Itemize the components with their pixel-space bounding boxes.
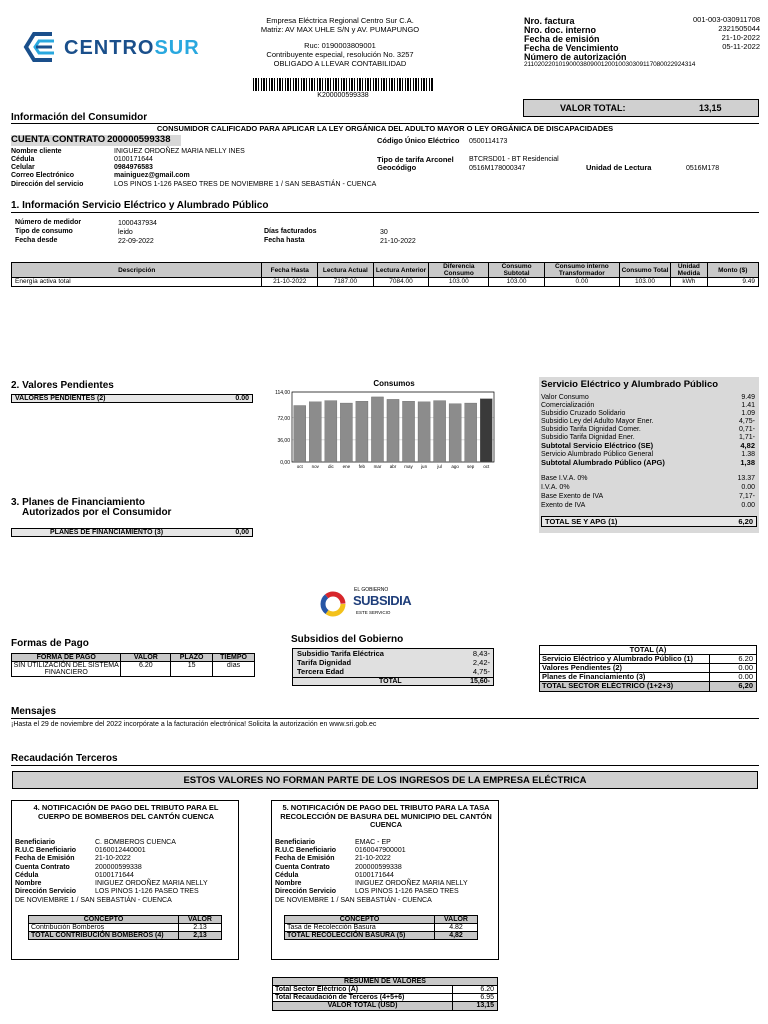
summary-row [541,426,755,434]
basura-item-label: Tasa de Recolección Basura [285,924,435,932]
cell-diferencia: 103.00 [429,278,489,287]
table-row [29,932,222,940]
bomberos-item-value: 2.13 [179,924,222,932]
x-tick-label: ago [451,464,459,469]
mensajes-title: Mensajes [11,706,57,717]
mensajes-text: ¡Hasta el 29 de noviembre del 2022 incorpórate a la facturación electrónica! Solicita la autorización en www.sri.gob.ec [11,721,377,728]
x-tick-label: dic [327,464,334,469]
vencimiento-label: Fecha de Vencimiento [524,43,619,53]
bomberos-field [15,855,237,863]
bomberos-field-label: Nombre [15,879,42,887]
bomberos-field-value: INIGUEZ ORDOÑEZ MARIA NELLY [95,879,208,887]
summary-row-label: Subtotal Servicio Eléctrico (SE) [541,441,654,450]
resumen-valores-box [272,977,498,1011]
correo-value: mainiguez@gmail.com [114,172,190,179]
subsidio-value: 4,75- [472,667,490,676]
total-a-label: Planes de Financiamiento (3) [540,673,710,681]
summary-row-label: Subsidio Tarifa Dignidad Ener. [541,434,635,441]
tipo-consumo-value: leido [118,229,133,236]
basura-h-concepto: CONCEPTO [285,916,435,924]
pendientes-title: 2. Valores Pendientes [11,380,114,391]
nombre-value: INIGUEZ ORDOÑEZ MARIA NELLY INES [114,148,245,155]
nro-doc: 2321505044 [718,24,760,33]
bomberos-field-value: LOS PINOS 1-126 PASEO TRES [95,888,199,896]
th-lectura-actual: Lectura Actual [318,263,374,278]
servicio-title: 1. Información Servicio Eléctrico y Alumbrado Público [11,200,269,211]
celular-value: 0984976583 [114,164,153,171]
gobierno-flag-icon [318,589,348,619]
summary-row-value: 1.38 [741,450,755,458]
cell-plazo: 15 [171,662,213,677]
tarifa-value: BTCRSD01 - BT Residencial [469,156,559,163]
total-a-value: 0.00 [738,663,753,672]
nro-factura: 001-003-030911708 [692,15,760,24]
summary-row-label: Subsidio Tarifa Dignidad Comer. [541,426,641,433]
bomberos-field-value: 21-10-2022 [95,855,131,863]
table-row [12,662,255,677]
bomberos-field [15,864,237,872]
planes-row [11,528,253,537]
summary-row-value: 1.41 [741,402,755,409]
fecha-desde-value: 22-09-2022 [118,238,154,245]
resumen-value: 6.95 [480,994,494,1001]
summary-row-value: 4,82 [740,441,755,450]
x-tick-label: abr [389,464,397,469]
th-plazo: PLAZO [171,654,213,662]
summary-title: Servicio Eléctrico y Alumbrado Público [541,379,719,390]
bar-oct [294,406,306,462]
th-fecha-hasta: Fecha Hasta [262,263,318,278]
subsidios-total-value: 15,60- [470,678,490,685]
cell-fecha: 21-10-2022 [262,278,318,287]
resumen-label: Total Sector Eléctrico (A) [273,986,453,993]
bomberos-field [15,872,237,880]
fecha-desde-label: Fecha desde [15,237,58,244]
x-tick-label: mar [373,464,382,469]
bar-ene [340,403,352,462]
cell-unidad: kWh [671,278,707,287]
cuenta-label: CUENTA CONTRATO [11,134,106,145]
valor-total-box [523,99,759,117]
consumo-table [11,262,759,287]
total-a-total-label: TOTAL SECTOR ELÉCTRICO (1+2+3) [540,682,710,691]
consumidor-notice: CONSUMIDOR CALIFICADO PARA APLICAR LA LEY ORGÁNICA DEL ADULTO MAYOR O LEY ORGÁNICA DE DISCAPACIDADES [156,124,614,133]
bomberos-field [15,880,237,888]
basura-item-value: 4.82 [435,924,478,932]
bomberos-field-value: 200000599338 [95,863,142,871]
company-ruc: Ruc: 0190003809001 [304,41,376,50]
bomberos-field [15,888,237,896]
basura-field-value: 21-10-2022 [355,855,391,863]
nro-factura-label: Nro. factura [524,16,575,26]
summary-row-value: 4,75- [739,418,755,425]
bomberos-field-label: Dirección Servicio [15,888,77,896]
cell-forma: SIN UTILIZACIÓN DEL SISTEMA FINANCIERO [12,662,121,677]
x-tick-label: jul [437,464,442,469]
basura-field-label: R.U.C Beneficiario [275,847,337,855]
planes-title-1: 3. Planes de Financiamiento [11,497,145,508]
planes-title-2: Autorizados por el Consumidor [22,507,172,518]
summary-row-label: Servicio Alumbrado Público General [541,450,654,458]
bar-feb [356,401,368,462]
iva-row-value: 7,17- [739,493,755,500]
iva-row [541,493,755,502]
bar-may [402,401,414,462]
basura-field-value: 0160047900001 [355,847,406,855]
th-tiempo: TIEMPO [213,654,255,662]
nombre-label: Nombre cliente [11,148,62,155]
bomberos-field-label: Cédula [15,871,39,879]
bomberos-box [11,800,239,960]
codigo-label: Código Único Eléctrico [377,136,460,145]
bomberos-total-value: 2,13 [179,932,222,940]
iva-row-label: Base I.V.A. 0% [541,475,588,482]
x-tick-label: sep [467,464,475,469]
servicio-summary [539,377,759,533]
centrosur-logo-icon [22,30,62,64]
resumen-total-label: VALOR TOTAL (USD) [273,1002,453,1010]
bomberos-h-valor: VALOR [179,916,222,924]
planes-label: PLANES DE FINANCIAMIENTO (3) [50,529,164,536]
dias-value: 30 [380,229,388,236]
summary-row [541,402,755,410]
pendientes-row [11,394,253,403]
cedula-value: 0100171644 [114,156,153,163]
basura-field-value: INIGUEZ ORDOÑEZ MARIA NELLY [355,879,468,887]
bomberos-total-label: TOTAL CONTRIBUCIÓN BOMBEROS (4) [29,932,179,940]
bomberos-item-label: Contribución Bomberos [29,924,179,932]
total-a-label: Servicio Eléctrico y Alumbrado Público (1) [540,655,710,663]
bar-oct [480,399,492,462]
th-descripcion: Descripción [12,263,262,278]
basura-field [275,880,497,888]
basura-field-value: EMAC - EP [355,839,391,846]
basura-h-valor: VALOR [435,916,478,924]
th-consumo-interno: Consumo interno Transformador [544,263,619,278]
iva-row-label: Exento de IVA [541,502,586,509]
x-tick-label: jun [421,464,428,469]
basura-field-label: Fecha de Emisión [275,855,335,863]
iva-row [541,484,755,493]
basura-field-value: 0100171644 [355,871,394,879]
basura-field-value: LOS PINOS 1-126 PASEO TRES [355,888,459,896]
pendientes-value: 0.00 [235,395,249,402]
basura-dir-cont: DE NOVIEMBRE 1 / SAN SEBASTIÁN - CUENCA [275,897,432,904]
celular-label: Celular [11,164,35,171]
summary-row-value: 0,71- [739,426,755,433]
summary-total-label: TOTAL SE Y APG (1) [545,517,618,526]
direccion-label: Dirección del servicio [11,181,84,188]
recaudacion-title: Recaudación Terceros [11,753,118,764]
resumen-row [273,994,497,1002]
summary-row [541,442,755,451]
basura-field-label: Dirección Servicio [275,888,337,896]
iva-row [541,475,755,484]
th-lectura-anterior: Lectura Anterior [373,263,429,278]
barcode-text: K200000599338 [317,92,369,99]
emision-label: Fecha de emisión [524,34,600,44]
subsidio-label: Tercera Edad [297,667,344,676]
subsidio-value: 8,43- [472,649,490,658]
summary-row-value: 1.09 [741,410,755,417]
cell-monto: 9.49 [707,278,758,287]
resumen-total-row [273,1002,497,1010]
subsidio-value: 2,42- [472,658,490,667]
summary-total-value: 6,20 [738,517,753,526]
bomberos-h-concepto: CONCEPTO [29,916,179,924]
iva-row-label: Base Exento de IVA [541,493,604,500]
basura-table [284,915,478,940]
gobierno-top: EL GOBIERNO [354,587,389,593]
subsidios-title: Subsidios del Gobierno [291,634,404,645]
company-line4: Contribuyente especial, resolución No. 3257 [266,50,414,59]
unidad-label: Unidad de Lectura [586,163,652,172]
subsidio-label: Tarifa Dignidad [297,658,352,667]
summary-row-label: Subsidio Cruzado Solidario [541,410,626,417]
table-row [12,278,759,287]
valor-total-value: 13,15 [699,103,722,113]
th-consumo-subtotal: Consumo Subtotal [489,263,545,278]
total-a-box [539,645,757,692]
x-tick-label: oct [483,464,490,469]
cell-descripcion: Energía activa total [12,278,262,287]
summary-row-label: Subsidio Ley del Adulto Mayor Ener. [541,418,654,425]
table-row [29,924,222,932]
correo-label: Correo Electrónico [11,172,75,179]
consumidor-title: Información del Consumidor [11,112,148,123]
medidor-value: 1000437934 [118,220,157,227]
cell-lectura-anterior: 7084.00 [373,278,429,287]
iva-row-value: 13.37 [737,475,755,482]
th-unidad: Unidad Medida [671,263,707,278]
bomberos-field-value: 0160012440001 [95,847,146,855]
total-a-total-row [540,682,756,691]
bomberos-dir-cont: DE NOVIEMBRE 1 / SAN SEBASTIÁN - CUENCA [15,897,172,904]
cuenta-contrato [11,135,181,146]
brand-name-b: SUR [154,37,200,59]
x-tick-label: may [404,464,413,469]
bomberos-field-label: R.U.C Beneficiario [15,847,77,855]
iva-row-value: 0.00 [741,502,755,509]
resumen-title: RESUMEN DE VALORES [273,978,497,986]
cell-lectura-actual: 7187.00 [318,278,374,287]
th-forma: FORMA DE PAGO [12,654,121,662]
th-consumo-total: Consumo Total [619,263,670,278]
basura-field-label: Nombre [275,879,302,887]
tarifa-label: Tipo de tarifa Arconel [377,155,454,164]
consumos-chart [262,388,502,470]
x-tick-label: ene [342,464,351,469]
company-logo [22,30,222,64]
brand-name-a: CENTRO [64,37,155,59]
summary-row-label: Subtotal Alumbrado Público (APG) [541,457,665,467]
barcode [253,78,433,91]
bomberos-table [28,915,222,940]
basura-box [271,800,499,960]
resumen-total-value: 13,15 [476,1002,494,1009]
total-a-label: Valores Pendientes (2) [540,664,710,672]
x-tick-label: oct [296,464,303,469]
summary-row-value: 9.49 [741,394,755,401]
iva-row-value: 0.00 [741,484,755,491]
summary-row [541,459,755,468]
chart-title: Consumos [373,379,415,388]
cell-interno: 0.00 [544,278,619,287]
y-tick-label: 0,00 [280,460,290,466]
bomberos-field-value: C. BOMBEROS CUENCA [95,839,176,846]
cell-tiempo: días [213,662,255,677]
bomberos-field-label: Beneficiario [15,839,56,846]
unidad-value: 0516M178 [686,165,720,172]
summary-row [541,418,755,426]
fecha-hasta-label: Fecha hasta [264,237,305,244]
subsidios-total-label: TOTAL [379,678,402,685]
formas-pago-table [11,653,255,677]
resumen-row [273,986,497,994]
x-tick-label: nov [311,464,319,469]
summary-total-row [541,516,757,527]
subsidios-total-row [293,677,493,685]
bar-ago [449,404,461,462]
cuenta-value: 200000599338 [107,134,171,145]
th-valor: VALOR [121,654,171,662]
bar-jun [418,402,430,462]
company-line5: OBLIGADO A LLEVAR CONTABILIDAD [273,59,407,68]
bomberos-field-value: 0100171644 [95,871,134,879]
bomberos-field-label: Cuenta Contrato [15,863,70,871]
summary-row [541,410,755,418]
geocodigo-label: Geocódigo [377,163,417,172]
subsidio-row [297,668,490,677]
gobierno-bottom: ESTE SERVICIO [356,610,391,615]
summary-row-label: Comercialización [541,402,595,409]
basura-field [275,872,497,880]
y-tick-label: 114,00 [275,390,290,396]
total-a-value: 0.00 [738,672,753,681]
vencimiento: 05-11-2022 [722,42,760,51]
planes-value: 0,00 [235,529,249,536]
table-row [285,932,478,940]
basura-field [275,847,497,855]
formas-pago-title: Formas de Pago [11,638,89,649]
bomberos-field [15,839,237,847]
bar-jul [434,401,446,462]
company-line2: Matriz: AV MAX UHLE S/N y AV. PUMAPUNGO [260,25,420,34]
direccion-value: LOS PINOS 1-126 PASEO TRES DE NOVIEMBRE 1 / SAN SEBASTIÁN - CUENCA [114,181,377,188]
pendientes-label: VALORES PENDIENTES (2) [15,395,106,402]
bar-abr [387,399,399,462]
bar-dic [325,401,337,462]
summary-row-label: Valor Consumo [541,394,589,401]
subsidios-box [292,648,494,686]
basura-field [275,864,497,872]
basura-field-value: 200000599338 [355,863,402,871]
company-info [240,16,440,68]
autorizacion: 2110202201019000380900120010030309117080022924314 [524,61,696,68]
basura-field-label: Cédula [275,871,299,879]
basura-field-label: Beneficiario [275,839,316,846]
iva-row-label: I.V.A. 0% [541,484,570,491]
bar-nov [309,402,321,462]
cell-total: 103.00 [619,278,670,287]
company-line1: Empresa Eléctrica Regional Centro Sur C.A. [266,16,414,25]
basura-field [275,839,497,847]
cell-subtotal: 103.00 [489,278,545,287]
codigo-value: 0500114173 [469,138,508,145]
bar-sep [465,403,477,462]
subsidio-label: Subsidio Tarifa Eléctrica [297,649,384,658]
gobierno-logo [318,587,418,621]
summary-row [541,394,755,402]
recaudacion-banner: ESTOS VALORES NO FORMAN PARTE DE LOS INGRESOS DE LA EMPRESA ELÉCTRICA [12,771,758,789]
tipo-consumo-label: Tipo de consumo [15,228,73,235]
basura-total-value: 4,82 [435,932,478,940]
cedula-label: Cédula [11,156,35,163]
emision: 21-10-2022 [721,33,760,42]
fecha-hasta-value: 21-10-2022 [380,238,416,245]
summary-row-value: 1,38 [740,457,755,467]
dias-label: Días facturados [264,228,317,235]
resumen-value: 6.20 [480,986,494,993]
invoice-info [524,16,760,68]
basura-field [275,855,497,863]
y-tick-label: 72,00 [277,415,290,422]
table-row [285,924,478,932]
bomberos-title: 4. NOTIFICACIÓN DE PAGO DEL TRIBUTO PARA EL CUERPO DE BOMBEROS DEL CANTÓN CUENCA [33,803,219,821]
summary-row-value: 1,71- [739,434,755,441]
geocodigo-value: 0516M178000347 [469,165,526,172]
medidor-label: Número de medidor [15,219,82,226]
resumen-label: Total Recaudación de Terceros (4+5+6) [273,994,453,1001]
bar-mar [371,397,383,462]
th-diferencia: Diferencia Consumo [429,263,489,278]
cell-valor: 6.20 [121,662,171,677]
basura-total-label: TOTAL RECOLECCIÓN BASURA (5) [285,932,435,940]
iva-row [541,502,755,511]
y-tick-label: 36,00 [277,437,290,444]
bomberos-field-label: Fecha de Emisión [15,855,75,863]
total-a-total-value: 6,20 [738,681,753,690]
gobierno-main: SUBSIDIA [353,593,412,608]
basura-field-label: Cuenta Contrato [275,863,330,871]
autorizacion-label: Número de autorización [524,52,627,62]
x-tick-label: feb [358,464,366,469]
nro-doc-label: Nro. doc. interno [524,25,596,35]
basura-field [275,888,497,896]
total-a-title: TOTAL (A) [540,646,756,655]
bomberos-field [15,847,237,855]
total-a-value: 6.20 [738,654,753,663]
th-monto: Monto ($) [707,263,758,278]
basura-title: 5. NOTIFICACIÓN DE PAGO DEL TRIBUTO PARA LA TASA RECOLECCIÓN DE BASURA DEL MUNICIPIO DEL CANTÓN CUENCA [280,803,492,829]
valor-total-label: VALOR TOTAL: [560,103,626,113]
